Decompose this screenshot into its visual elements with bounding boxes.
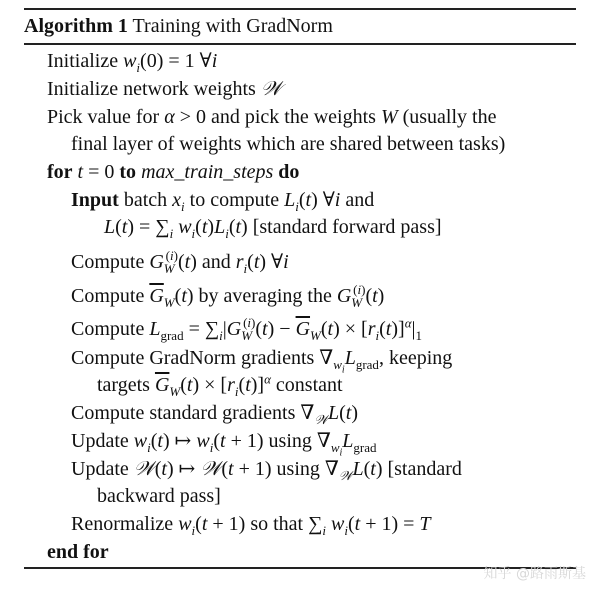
algo-line-18: end for	[47, 541, 109, 563]
algo-line-13: Compute standard gradients $\nabla_𝒲L(t)$	[71, 402, 359, 427]
algo-line-16: backward pass]	[97, 485, 221, 507]
algo-line-2: Initialize network weights 𝒲	[47, 78, 282, 100]
algo-line-12: targets $\overline{G}_W(t) \times [r_i(t)]^\alpha$ constant	[97, 371, 343, 399]
algo-line-5: for t = 0 to max_train_steps do	[47, 161, 300, 183]
algo-line-3: Pick value for α > 0 and pick the weights W (usually the	[47, 106, 497, 128]
algo-line-6: Input batch $x_i$ to compute $L_i(t)$ ∀i and	[71, 189, 375, 214]
algo-line-8: Compute $G_W^{(i)}(t)$ and $r_i(t)$ ∀i	[71, 248, 289, 276]
algo-line-4: final layer of weights which are shared between tasks)	[71, 133, 506, 155]
algo-line-9: Compute $\overline{G}_W(t)$ by averaging the $G_W^{(i)}(t)$	[71, 282, 385, 310]
algo-line-7: $L(t) = \sum_i$ $w_i(t)L_i(t)$ [standard forward pass]	[104, 216, 442, 241]
top-rule	[24, 8, 576, 10]
algorithm-name: Training with GradNorm	[132, 15, 333, 37]
algo-line-17: Renormalize $w_i(t + 1)$ so that $\sum_i$ $w_i(t + 1) = T$	[71, 513, 431, 538]
algo-line-1: Initialize $w_i(0) = 1$ ∀i	[47, 50, 218, 75]
algo-line-11: Compute GradNorm gradients $\nabla_{w_i}L_{grad}$, keeping	[71, 347, 453, 376]
algorithm-title	[24, 12, 333, 40]
algo-line-10: Compute $L_{grad} = \sum_i|G_W^{(i)}(t) - \overline{G}_W(t) \times [r_i(t)]^\alpha|_1$	[71, 315, 423, 343]
algorithm-label: Algorithm 1	[24, 15, 128, 37]
algo-line-14: Update $w_i(t)$ ↦ $w_i(t + 1)$ using $\nabla_{w_i}L_{grad}$	[71, 430, 377, 459]
algo-line-15: Update 𝒲(t) ↦ 𝒲(t + 1) using $\nabla_𝒲L(t)$ [standard	[71, 458, 462, 483]
watermark: 知乎 @路雨斯基	[483, 566, 586, 582]
header-rule	[24, 43, 576, 45]
